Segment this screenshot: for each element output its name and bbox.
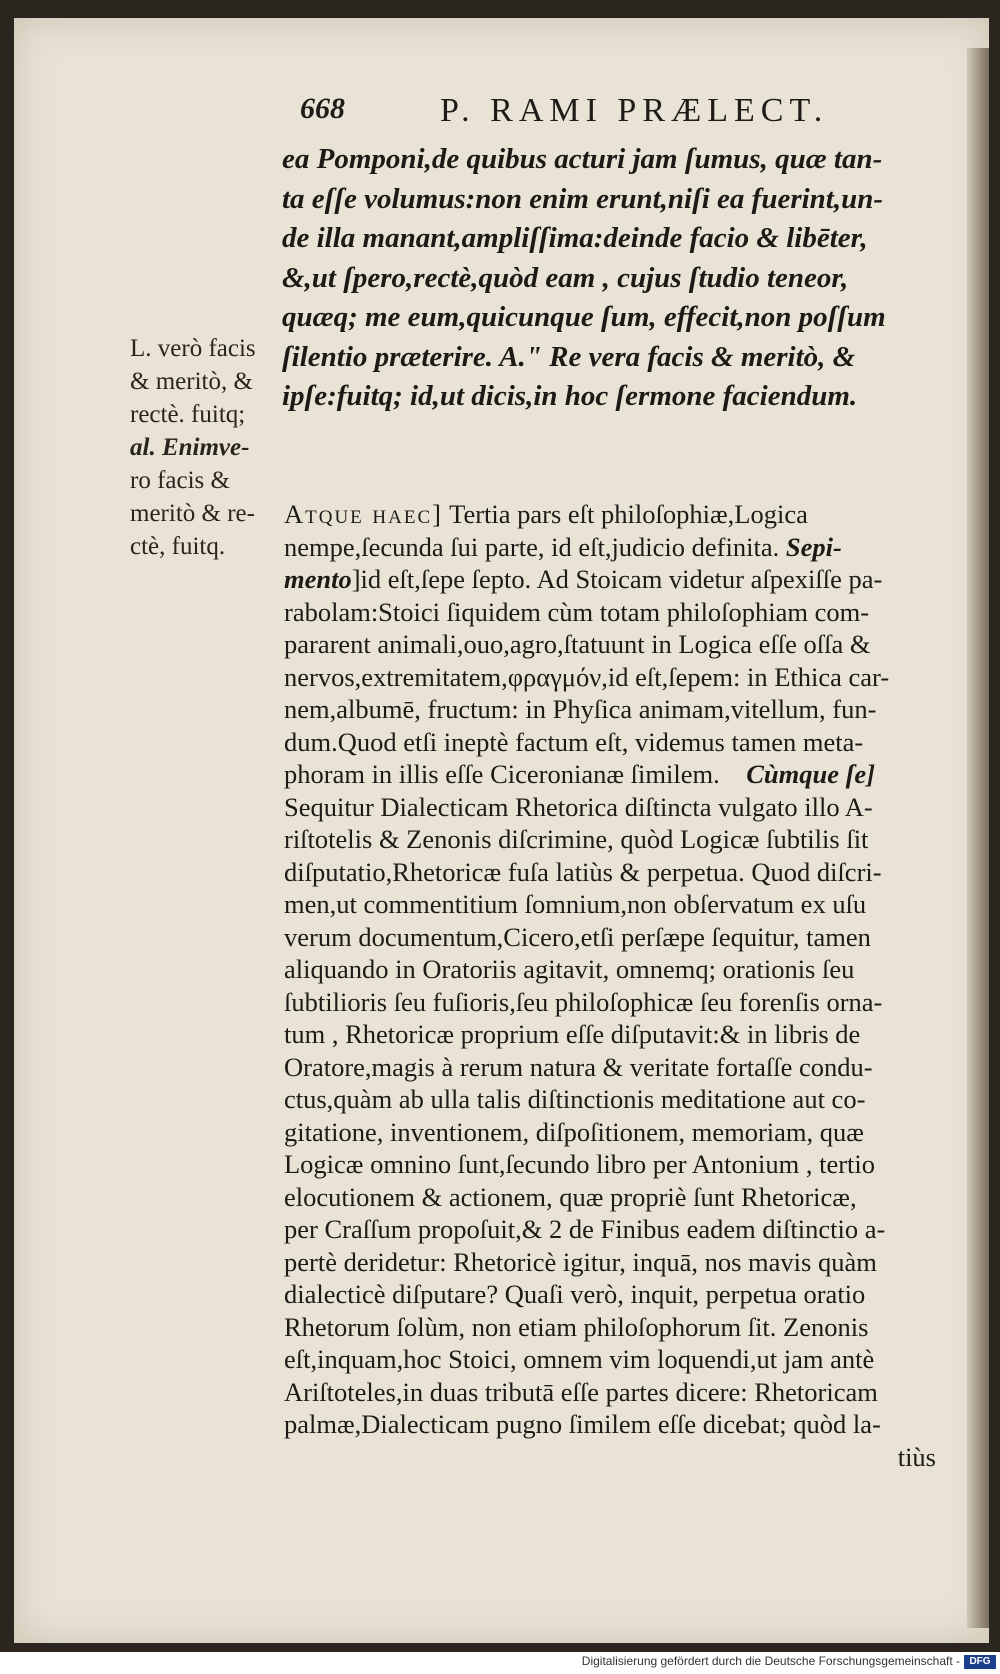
commentary-line: pertè deridetur: Rhetoricè igitur, inquā, nos mavis quàm — [284, 1246, 877, 1277]
commentary-line: dum.Quod etſi ineptè factum eſt, videmus tamen meta- — [284, 726, 864, 757]
commentary-line: Oratore,magis à rerum natura & veritate fortaſſe condu- — [284, 1051, 873, 1082]
main-text-line: quæq; me eum,quicunque ſum, effecit,non poſſum — [282, 301, 886, 333]
catchword: tiùs — [897, 1441, 936, 1472]
commentary-line: men,ut commentitium ſomnium,non obſervatum ex uſu — [284, 889, 867, 919]
main-text-line: ipſe:fuitq; id,ut dicis,in hoc ſermone faciendum. — [282, 380, 858, 412]
main-text-line: &,ut ſpero,rectè,quòd eam , cujus ſtudio teneor, — [282, 261, 849, 294]
digitization-credit: Digitalisierung gefördert durch die Deutsche Forschungsgemeinschaft - — [581, 1654, 960, 1668]
commentary-line: tum , Rhetoricæ proprium eſſe diſputavit:& in libris de — [284, 1019, 861, 1049]
footer-bar — [0, 1652, 1000, 1674]
margin-note-line: L. verò facis — [130, 335, 256, 362]
commentary-line: riſtotelis & Zenonis diſcrimine, quòd Logicæ ſubtilis ſit — [284, 824, 869, 854]
commentary-line: Sequitur Dialecticam Rhetorica diſtincta vulgato illo A- — [284, 791, 873, 822]
main-text-line: de illa manant,ampliſſima:deinde facio & libēter, — [282, 222, 868, 254]
lemma: Atque haec] — [284, 499, 443, 529]
commentary-line: rabolam:Stoici ſiquidem cùm totam philoſophiam com- — [284, 596, 870, 627]
margin-note — [130, 332, 280, 563]
commentary-line: aliquando in Oratoriis agitavit, omnemq; orationis ſeu — [284, 954, 855, 984]
commentary-line: pararent animali,ouo,agro,ſtatuunt in Logica eſſe oſſa & — [284, 629, 871, 659]
commentary-block — [284, 498, 956, 1473]
main-text-line: ta eſſe volumus:non enim erunt,niſi ea fuerint,un- — [282, 182, 884, 215]
commentary-line: nervos,extremitatem,φραγμόν,id eſt,ſepem: in Ethica car- — [284, 661, 890, 692]
commentary-text: nempe,ſecunda ſui parte, id eſt,judicio definita. — [284, 531, 780, 562]
margin-note-line: ctè, fuitq. — [130, 533, 226, 560]
dfg-logo: DFG — [964, 1655, 996, 1669]
commentary-line — [284, 563, 956, 596]
commentary-text: phoram in illis eſſe Ciceronianæ ſimilem. — [284, 759, 720, 789]
commentary-line: per Craſſum propoſuit,& 2 de Finibus eadem diſtinctio a- — [284, 1214, 886, 1244]
main-text-italic — [282, 140, 962, 417]
main-text-line: ſilentio præterire. A." Re vera facis & meritò, & — [282, 340, 856, 373]
commentary-line: diſputatio,Rhetoricæ fuſa latiùs & perpetua. Quod diſcri- — [284, 856, 882, 887]
running-head — [300, 92, 860, 142]
lemma: mento — [284, 564, 352, 594]
running-title: P. RAMI PRÆLECT. — [440, 92, 829, 129]
commentary-line: gitatione, inventionem, diſpoſitionem, memoriam, quæ — [284, 1116, 864, 1147]
commentary-line: Logicæ omnino ſunt,ſecundo libro per Antonium , tertio — [284, 1149, 876, 1179]
commentary-line: Rhetorum ſolùm, non etiam philoſophorum ſit. Zenonis — [284, 1311, 869, 1342]
margin-note-line: al. Enimve- — [130, 434, 250, 461]
commentary-line — [284, 498, 956, 531]
commentary-line — [284, 758, 956, 791]
commentary-line: ſubtilioris ſeu fuſioris,ſeu philoſophicæ ſeu forenſis orna- — [284, 986, 883, 1017]
main-text-line: ea Pomponi,de quibus acturi jam ſumus, quæ tan- — [282, 143, 883, 175]
commentary-line: dialecticè diſputare? Quaſi verò, inquit, perpetua oratio — [284, 1279, 866, 1309]
commentary-line: elocutionem & actionem, quæ propriè ſunt Rhetoricæ, — [284, 1181, 857, 1212]
commentary-line: nem,albumē, fructum: in Phyſica animam,vitellum, fun- — [284, 694, 877, 724]
lemma: Sepi- — [785, 531, 842, 562]
margin-note-line: ro facis & — [130, 467, 230, 494]
commentary-line: eſt,inquam,hoc Stoici, omnem vim loquendi,ut jam antè — [284, 1344, 875, 1374]
commentary-line: Ariſtoteles,in duas tributā eſſe partes dicere: Rhetoricam — [284, 1376, 878, 1407]
commentary-line — [284, 531, 956, 564]
page-edge — [967, 48, 989, 1628]
page-number: 668 — [300, 92, 345, 125]
margin-note-line: & meritò, & — [130, 368, 253, 395]
commentary-line: palmæ,Dialecticam pugno ſimilem eſſe dicebat; quòd la- — [284, 1409, 881, 1439]
lemma: Cùmque ſe] — [746, 759, 876, 789]
commentary-text: ]id eſt,ſepe ſepto. Ad Stoicam videtur aſpexiſſe pa- — [351, 564, 883, 594]
commentary-line: verum documentum,Cicero,etſi perſæpe ſequitur, tamen — [284, 921, 871, 952]
commentary-line: ctus,quàm ab ulla talis diſtinctionis meditatione aut co- — [284, 1084, 866, 1114]
commentary-text: Tertia pars eſt philoſophiæ,Logica — [442, 499, 808, 529]
margin-note-line: meritò & re- — [130, 500, 255, 527]
margin-note-line: rectè. fuitq; — [130, 401, 246, 428]
